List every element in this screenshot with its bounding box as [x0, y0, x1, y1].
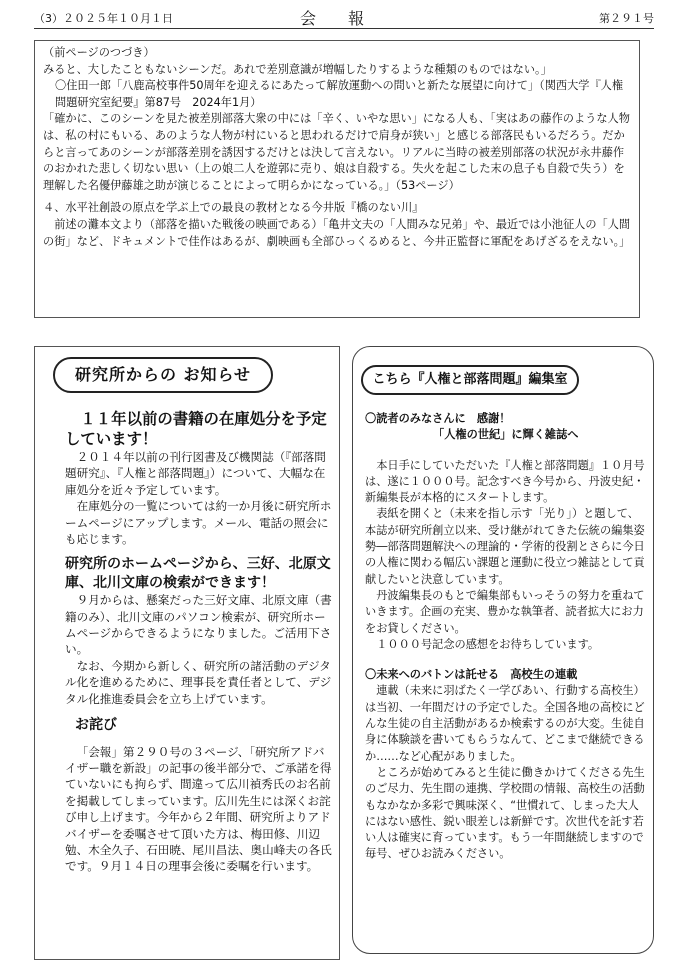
inventory-notice-title: １１年以前の書籍の在庫処分を予定しています！ — [65, 410, 327, 448]
quote-paragraph: 「確かに、このシーンを見た被差別部落大衆の中には「辛く、いやな思い」になる人も、「実はあの藤作のような人物は、私の村にもいる、あのような人物が村にいると思われるだけで肩身が狭い」と感じる部落民もいるだろう。だからと言ってあのシーンが部落差別を誘因するだけとは決して言えない。リアルに当時の被差別部落の状況が永井藤作のおかれた悲しく切ない思い（上の娘二人を遊郭に売り、娘は自殺する。失火を起こした末の息子も自殺で失う）を理解した名優伊藤雄之助が演じることによって明らかになっている。」（53ページ） — [43, 112, 630, 192]
apology-body: 「会報」第２９０号の３ページ、「研究所アドバイザー職を新設」の記事の後半部分で、ご承諾を得ていないにも拘らず、間違って広川禎秀氏のお名前を掲載してしまっています。広川先生には深くお詫び申し上げます。今年から２年間、研究所よりアドバイザーを委嘱させて頂いた方は、梅田修、川辺勉、木全久子、石田暁、尾川昌法、奥山峰夫の各氏です。９月１４日の理事会後に委嘱を行います。 — [65, 744, 332, 874]
editorial-paragraph: 本日手にしていただいた『人権と部落問題』１０月号は、遂に１０００号。記念すべき今号から、丹波史紀・新編集長が本格的にスタートします。 — [365, 458, 645, 505]
search-notice-body: なお、今期から新しく、研究所の諸活動のデジタル化を進めるために、理事長を責任者として、デジタル化推進委員会を立ち上げています。 — [65, 658, 332, 706]
editorial-paragraph: 丹波編集長のもとで編集部もいっそうの努力を重ねていきます。企画の充実、豊かな執筆者、読者拡大にお力をお貸しください。 — [365, 588, 645, 635]
editorial-heading: こちら『人権と部落問題』編集室 — [361, 365, 579, 395]
continued-note: （前ページのつづき） — [43, 46, 155, 59]
page-header — [34, 6, 654, 28]
institute-notice-box — [34, 346, 340, 960]
students-paragraph: 連載（未来に羽ばたく一学びあい、行動する高校生）は当初、一年間だけの予定でした。全国各地の高校にどんな生徒の自主活動があるか検索するのが大変。生徒自身に体験談を書いてもらうなんて、どこまで継続できるか……など心配がありました。 — [365, 684, 645, 763]
students-heading: 〇未来へのバトンは託せる 高校生の連載 — [365, 668, 578, 682]
issue-number: 第２９１号 — [599, 12, 654, 25]
newsletter-title: 会報 — [300, 9, 397, 28]
search-notice-title: 研究所のホームページから、三好、北原文庫、北川文庫の検索ができます！ — [65, 556, 331, 591]
continued-article-box — [34, 40, 640, 318]
section-heading: ４、水平社創設の原点を学ぶ上での最良の教材となる今井版『橋のない川』 — [43, 201, 424, 215]
article-paragraph: 前述の灘本文より（部落を描いた戦後の映画である）「亀井文夫の「人間みな兄弟」や、最近では小池征人の「人間の街」など、ドキュメントで佳作はあるが、劇映画も全部ひっくるめると、今井正監督に軍配をあげざるをえない。」 — [43, 217, 631, 248]
editorial-paragraph: １０００号記念の感想をお待ちしています。 — [376, 637, 600, 651]
thanks-subheading: 「人権の世紀」に輝く雑誌へ — [433, 428, 579, 442]
inventory-notice-body: 在庫処分の一覧については約一か月後に研究所ホームページにアップします。メール、電話の照会にも応じます。 — [65, 499, 332, 547]
page-number-date: （3）２０２５年１０月１日 — [34, 12, 173, 25]
editorial-content — [365, 411, 645, 863]
editorial-paragraph: 表紙を開くと（未来を指し示す「光り」）と題して、本誌が研究所創立以来、受け継がれてきた伝統の編集姿勢―部落問題解決への理論的・学術的役割とさらに今日の人権に関わる幅広い課題と運動に役立つ雑誌として貢献したいと決意しています。 — [365, 507, 645, 586]
students-paragraph: ところが始めてみると生徒に働きかけてくださる先生のご尽力、先生間の連携、学校間の情報、高校生の活動もなかなか多彩で興味深く、“世慣れて、しまった大人にはない感性、鋭い眼差しは新鮮です。次世代を託す若い人は確実に育っています。もう一年間継続しますので毎号、ぜひお読みください。 — [365, 765, 645, 861]
citation: 〇住田一郎「八鹿高校事件50周年を迎えるにあたって解放運動への問いと新たな展望に向けて」（関西大学『人権問題研究室紀要』第87号 2024年1月） — [55, 79, 624, 109]
inventory-notice-body: ２０１４年以前の刊行図書及び機関誌（『部落問題研究』、『人権と部落問題』）について、大幅な在庫処分を近々予定しています。 — [65, 450, 326, 497]
editorial-room-box — [352, 346, 654, 954]
apology-title: お詫び — [75, 717, 117, 734]
header-divider — [34, 28, 654, 29]
notice-heading: 研究所からの お知らせ — [53, 357, 273, 393]
article-paragraph: みると、大したこともないシーンだ。あれで差別意識が増幅したりするような種類のものではない。」 — [43, 62, 552, 76]
notice-content — [65, 409, 333, 875]
search-notice-body: ９月からは、懸案だった三好文庫、北原文庫（書籍のみ）、北川文庫のパソコン検索が、研究所ホームページからできるようになりました。ご活用下さい。 — [65, 593, 332, 657]
thanks-heading: 〇読者のみなさんに 感謝！ — [365, 412, 511, 425]
